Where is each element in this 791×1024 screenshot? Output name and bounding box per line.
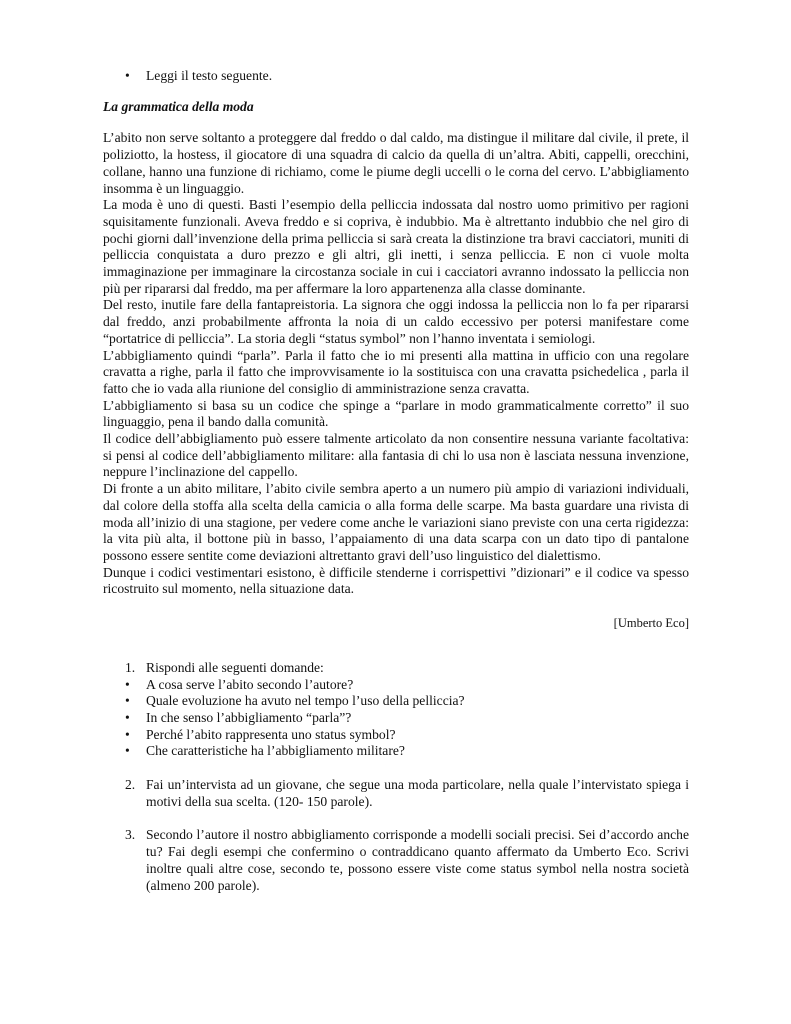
- question-number: 3.: [125, 827, 136, 843]
- paragraph: La moda è uno di questi. Basti l’esempio della pelliccia indossata dal nostro uomo primitivo per ragioni squisitamente funzionali. Aveva freddo e si copriva, è indubbio. Ma è altrettanto indubbio che nel giro di pochi giorni dall’invenzione della prima pelliccia si sarà creata la distinzione tra bravi cacciatori, muniti di pelliccia conquistata a duro prezzo e gli altri, gli inetti, i senza pelliccia. E non ci vuole molta immaginazione per immaginare la circostanza sociale in cui i cacciatori avranno indossato la pelliccia non più per ripararsi dal freddo, ma per affermare la loro appartenenza alla classe dominante.: [103, 197, 689, 296]
- question-1-item: [103, 710, 689, 727]
- exercises: [103, 660, 689, 894]
- paragraph: L’abito non serve soltanto a proteggere dal freddo o dal caldo, ma distingue il militare dal civile, il prete, il poliziotto, la hostess, il giocatore di una squadra di calcio da quella di un’altra. Abiti, cappelli, orecchini, collane, hanno una funzione di richiamo, come le piume degli uccelli o le corna del cervo. L’abbigliamento insomma è un linguaggio.: [103, 130, 689, 196]
- question-item-text: A cosa serve l’abito secondo l’autore?: [146, 676, 354, 692]
- paragraph: Il codice dell’abbigliamento può essere talmente articolato da non consentire nessuna variante facoltativa: si pensi al codice dell’abbigliamento militare: alla fantasia di chi lo usa non è lasciata nessuna invenzione, neppure l’inclinazione del cappello.: [103, 431, 689, 480]
- paragraph: Di fronte a un abito militare, l’abito civile sembra aperto a un numero più ampio di variazioni individuali, dal colore della stoffa alla scelta della camicia o alla forma delle scarpe. Ma basta guardare una rivista di moda all’inizio di una stagione, per vedere come anche le variazioni siano previste con una certa rigidezza: la vita più alta, il bottone più in basso, l’appaiamento di una data scarpa con un dato tipo di pantalone possono essere sentite come deviazioni altrettanto gravi dell’uso linguistico del dialettismo.: [103, 481, 689, 563]
- bullet-marker: •: [125, 709, 130, 725]
- paragraph: Del resto, inutile fare della fantapreistoria. La signora che oggi indossa la pelliccia non lo fa per ripararsi dal freddo, anzi probabilmente affronta la noia di un caldo eccessivo per potersi manifestare come “portatrice di pelliccia”. La storia degli “status symbol” non l’hanno inventata i semiologi.: [103, 297, 689, 346]
- bullet-marker: •: [125, 743, 130, 759]
- article-body: [103, 130, 689, 598]
- question-text: Rispondi alle seguenti domande:: [146, 659, 324, 675]
- intro-instruction: [103, 68, 689, 85]
- question-number: 1.: [125, 659, 136, 675]
- bullet-marker: •: [125, 726, 130, 742]
- article-author: [Umberto Eco]: [613, 616, 689, 631]
- question-1-item: [103, 677, 689, 694]
- article-title: La grammatica della moda: [103, 98, 254, 114]
- question-3: [103, 827, 689, 894]
- question-item-text: In che senso l’abbigliamento “parla”?: [146, 709, 352, 725]
- question-item-text: Perché l’abito rappresenta uno status symbol?: [146, 726, 396, 742]
- intro-text: Leggi il testo seguente.: [146, 68, 273, 83]
- bullet-marker: •: [125, 68, 130, 83]
- bullet-marker: •: [125, 693, 130, 709]
- bullet-marker: •: [125, 676, 130, 692]
- question-2: [103, 777, 689, 810]
- question-item-text: Quale evoluzione ha avuto nel tempo l’uso della pelliccia?: [146, 693, 465, 709]
- question-text: Fai un’intervista ad un giovane, che segue una moda particolare, nella quale l’intervistato spiega i motivi della sua scelta. (120- 150 parole).: [146, 777, 689, 809]
- question-1-item: [103, 693, 689, 710]
- question-1-item: [103, 727, 689, 744]
- paragraph: L’abbigliamento si basa su un codice che spinge a “parlare in modo grammaticalmente corretto” il suo linguaggio, pena il bando dalla comunità.: [103, 397, 689, 430]
- question-number: 2.: [125, 777, 136, 793]
- paragraph: Dunque i codici vestimentari esistono, è difficile stenderne i corrispettivi ”dizionari” e il codice va spesso ricostruito sul momento, nella situazione data.: [103, 564, 689, 597]
- question-1-item: [103, 743, 689, 760]
- document-page: [103, 68, 689, 894]
- question-item-text: Che caratteristiche ha l’abbigliamento militare?: [146, 743, 405, 759]
- paragraph: L’abbigliamento quindi “parla”. Parla il fatto che io mi presenti alla mattina in ufficio con una regolare cravatta a righe, parla il fatto che improvvisamente io la sostituisca con una cravatta psichedelica , parla il fatto che io vada alla riunione del consiglio di amministrazione senza cravatta.: [103, 347, 689, 396]
- question-1: [103, 660, 689, 677]
- question-text: Secondo l’autore il nostro abbigliamento corrisponde a modelli sociali precisi. Sei d’accordo anche tu? Fai degli esempi che confermino o contraddicano quanto affermato da Umberto Eco. Scrivi inoltre quali altre cose, secondo te, possono essere viste come status symbol nella nostra società (almeno 200 parole).: [146, 827, 689, 893]
